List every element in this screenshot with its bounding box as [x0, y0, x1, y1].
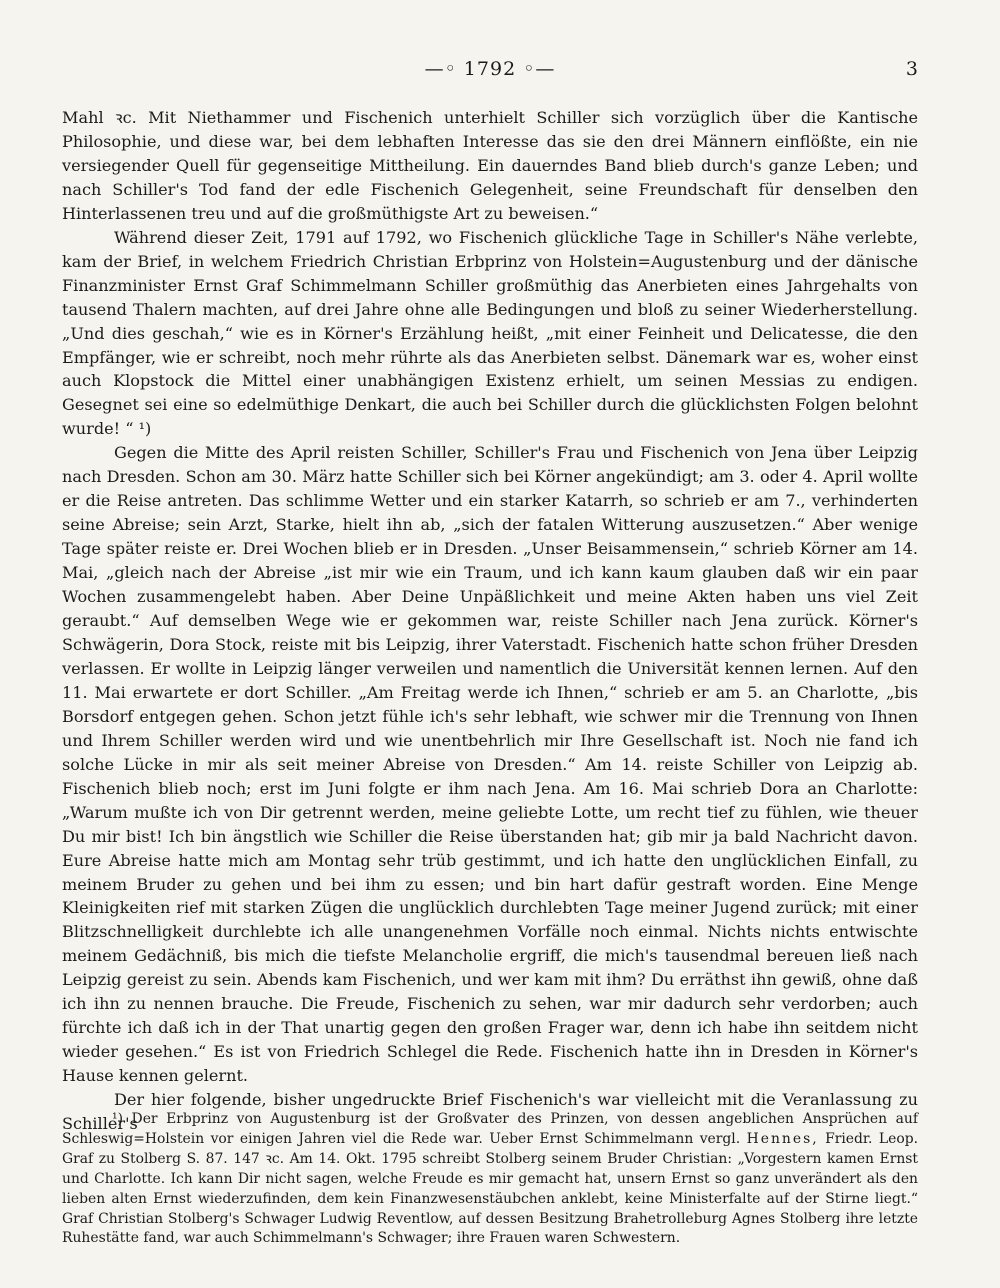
footnote-1: [62, 1110, 918, 1249]
page-number: 3: [905, 58, 918, 80]
footnotes: [62, 1110, 918, 1249]
main-text: [62, 106, 918, 1136]
running-header: [62, 58, 918, 88]
running-title: —◦ 1792 ◦—: [424, 58, 556, 80]
footnote-1-text-b: Friedr. Leop. Graf zu Stolberg S. 87. 147 ꝛc. Am 14. Okt. 1795 schreibt Stolberg seinem Bruder Christian: „Vorgestern kamen Ernst und Charlotte. Ich kann Dir nicht sagen, welche Freude es mir gemacht hat, unsern Ernst so ganz unverändert als den lieben alten Ernst wiederzufinden, dem kein Finanzwesenstäubchen anklebt, keine Ministerfalte auf der Stirne liegt.“ Graf Christian Stolberg's Schwager Ludwig Reventlow, auf dessen Besitzung Brahetrolleburg Agnes Stolberg ihre letzte Ruhestätte fand, war auch Schimmelmann's Schwager; ihre Frauen waren Schwestern.: [62, 1130, 918, 1247]
paragraph: Der hier folgende, bisher ungedruckte Brief Fischenich's war vielleicht mit die Veranlassung zu Schiller's: [62, 1090, 918, 1134]
paragraph-continuation: Mahl ꝛc. Mit Niethammer und Fischenich unterhielt Schiller sich vorzüglich über die Kantische Philosophie, und diese war, bei dem lebhaften Interesse das sie den drei Männern einflößte, ein nie versiegender Quell für gegenseitige Mittheilung. Ein dauerndes Band blieb durch's ganze Leben; und nach Schiller's Tod fand der edle Fischenich Gelegenheit, seine Freundschaft für denselben den Hinterlassenen treu und auf die großmüthigste Art zu beweisen.“: [62, 108, 918, 223]
paragraph: Während dieser Zeit, 1791 auf 1792, wo Fischenich glückliche Tage in Schiller's Nähe verlebte, kam der Brief, in welchem Friedrich Christian Erbprinz von Holstein=Augustenburg und der dänische Finanzminister Ernst Graf Schimmelmann Schiller großmüthig das Anerbieten eines Jahrgehalts von tausend Thalern machten, auf drei Jahre ohne alle Bedingungen und bloß zu seiner Wiederherstellung. „Und dies geschah,“ wie es in Körner's Erzählung heißt, „mit einer Feinheit und Delicatesse, die den Empfänger, wie er schreibt, noch mehr rührte als das Anerbieten selbst. Dänemark war es, woher einst auch Klopstock die Mittel einer unabhängigen Existenz erhielt, um seinen Messias zu endigen. Gesegnet sei eine so edelmüthige Denkart, die auch bei Schiller durch die glücklichsten Folgen belohnt wurde! “ ¹): [62, 227, 918, 439]
footnote-1-text-a: ¹) Der Erbprinz von Augustenburg ist der Großvater des Prinzen, von dessen angeblichen Ansprüchen auf Schleswig=Holstein vor einigen Jahren viel die Rede war. Ueber Ernst Schimmelmann vergl.: [62, 1111, 918, 1147]
footnote-1-author: Hennes,: [746, 1130, 819, 1147]
paragraph: Gegen die Mitte des April reisten Schiller, Schiller's Frau und Fischenich von Jena über Leipzig nach Dresden. Schon am 30. März hatte Schiller sich bei Körner angekündigt; am 3. oder 4. April wollte er die Reise antreten. Das schlimme Wetter und ein starker Katarrh, so schrieb er am 7., verhinderten seine Abreise; sein Arzt, Starke, hielt ihn ab, „sich der fatalen Witterung auszusetzen.“ Aber wenige Tage später reiste er. Drei Wochen blieb er in Dresden. „Unser Beisammensein,“ schrieb Körner am 14. Mai, „gleich nach der Abreise „ist mir wie ein Traum, und ich kann kaum glauben daß wir ein paar Wochen zusammengelebt haben. Aber Deine Unpäßlichkeit und meine Akten haben uns viel Zeit geraubt.“ Auf demselben Wege wie er gekommen war, reiste Schiller nach Jena zurück. Körner's Schwägerin, Dora Stock, reiste mit bis Leipzig, ihrer Vaterstadt. Fischenich hatte schon früher Dresden verlassen. Er wollte in Leipzig länger verweilen und namentlich die Universität kennen lernen. Auf den 11. Mai erwartete er dort Schiller. „Am Freitag werde ich Ihnen,“ schrieb er am 5. an Charlotte, „bis Borsdorf entgegen gehen. Schon jetzt fühle ich's sehr lebhaft, wie schwer mir die Trennung von Ihnen und Ihrem Schiller werden wird und wie unentbehrlich mir Ihre Gesellschaft ist. Noch nie fand ich solche Lücke in mir als seit meiner Abreise von Dresden.“ Am 14. reiste Schiller von Leipzig ab. Fischenich blieb noch; erst im Juni folgte er ihm nach Jena. Am 16. Mai schrieb Dora an Charlotte: „Warum mußte ich von Dir getrennt werden, meine geliebte Lotte, um recht tief zu fühlen, wie theuer Du mir bist! Ich bin ängstlich wie Schiller die Reise überstanden hat; gib mir ja bald Nachricht davon. Eure Abreise hatte mich am Montag sehr trüb gestimmt, und ich hatte den unglücklichen Einfall, zu meinem Bruder zu gehen und bei ihm zu essen; und bin hart dafür gestraft worden. Eine Menge Kleinigkeiten rief mit starken Zügen die unglücklich durchlebten Tage meiner Jugend zurück; mit einer Blitzschnelligkeit durchlebte ich alle unangenehmen Vorfälle noch einmal. Nichts nichts entwischte meinem Gedächniß, bis mich die tiefste Melancholie ergriff, die mich's tausendmal bereuen ließ nach Leipzig gereist zu sein. Abends kam Fischenich, und wer kam mit ihm? Du erräthst ihn gewiß, ohne daß ich ihn zu nennen brauche. Die Freude, Fischenich zu sehen, war mir dadurch sehr verdorben; auch fürchte ich daß ich in der That unartig gegen den großen Frager war, denn ich habe ihn seitdem nicht wieder gesehen.“ Es ist von Friedrich Schlegel die Rede. Fischenich hatte ihn in Dresden in Körner's Hause kennen gelernt.: [62, 443, 918, 1086]
